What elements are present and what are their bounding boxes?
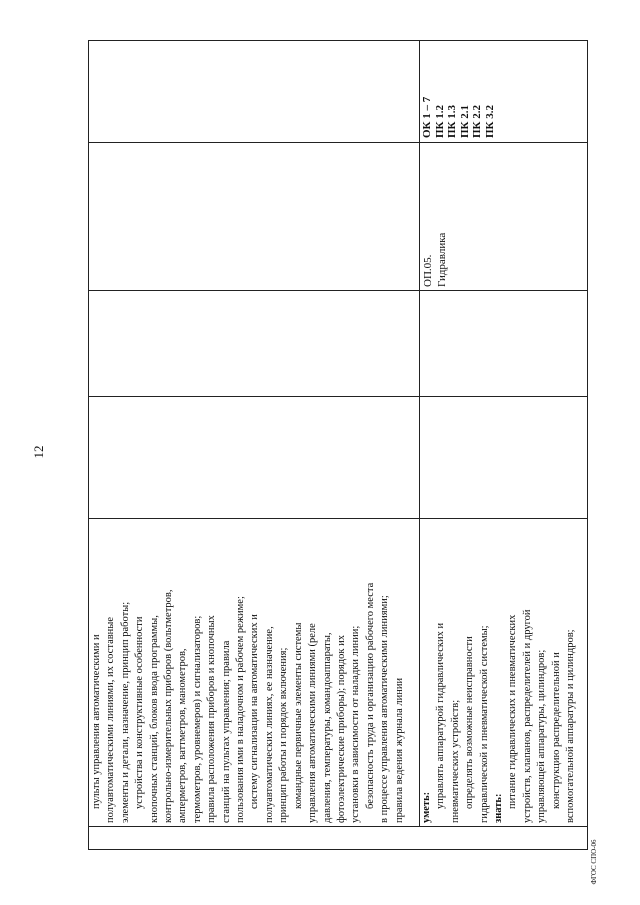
content-line: пользования ими в наладочном и рабочем режиме; [235, 596, 247, 823]
content-line: уметь: [421, 791, 432, 823]
content-line: станций на пультах управления; правила [220, 640, 232, 823]
competency-code: ПК 1.3 [446, 104, 458, 138]
row1-content [89, 519, 419, 827]
content-line: командные первичные элементы системы [292, 622, 304, 809]
content-line: элементы и детали, назначение, принцип работы; [119, 601, 131, 823]
content-line: вспомогательной аппаратуры и цилиндров; [565, 629, 577, 823]
content-line: давления, температуры, командоаппараты, [321, 632, 333, 823]
content-line: правила ведения журнала линии [393, 677, 405, 823]
competency-code: ПК 3.2 [483, 104, 496, 138]
content-line: в процессе управления автоматическими линиями; [379, 595, 391, 823]
discipline-cell [419, 143, 588, 291]
discipline-code: ОП.05. [422, 254, 434, 287]
content-line: кнопочных станций, блоков ввода программы, [148, 615, 160, 823]
content-line: принцип работы и порядок включения; [278, 647, 290, 823]
row2-content [419, 519, 588, 827]
content-line: систему сигнализации на автоматических и [249, 614, 261, 809]
content-line: фотоэлектрические приборы); порядок их [335, 635, 347, 823]
content-line: пневматических устройств; [449, 699, 461, 823]
content-line: питание гидравлических и пневматических [507, 614, 519, 809]
content-line: конструкцию распределительной и [550, 652, 562, 809]
competency-code: ПК 2.1 [458, 104, 471, 138]
discipline-name: Гидравлика [436, 232, 448, 287]
content-line: установки в зависимости от наладки линии; [350, 625, 362, 823]
content-line: термометров, уровнемеров) и сигнализаторов; [191, 615, 203, 823]
competency-code: ОК 1 – 7 [421, 96, 433, 138]
content-line: знать: [493, 793, 505, 823]
footer-code: ФГОС СПО-06 [590, 839, 598, 885]
content-line: полуавтоматических линиях, ее назначение, [263, 626, 275, 823]
content-line: гидравлической и пневматической системы; [478, 625, 490, 823]
content-line: амперметров, ваттметров, манометров, [177, 648, 189, 823]
content-line: устройств, клапанов, распределителей и другой [521, 609, 533, 823]
curriculum-table [88, 40, 588, 850]
competency-code: ПК 2.2 [471, 104, 483, 138]
content-line: устройства и конструктивные особенности [134, 616, 146, 809]
content-line: контрольно-измерительных приборов (вольтметров, [163, 589, 175, 823]
content-line: управляющей аппаратуры, цилиндров; [536, 649, 548, 823]
table-region [88, 40, 588, 850]
content-line: безопасность труда и организацию рабочего места [364, 582, 376, 809]
page-number: 12 [31, 445, 46, 459]
content-line: управления автоматическими линиями (реле [307, 623, 319, 823]
content-line: полуавтоматическими линиями, их составные [105, 616, 117, 823]
content-line: пульты управления автоматическими и [91, 634, 102, 809]
content-line: правила расположения приборов и кнопочных [206, 615, 218, 823]
competency-code: ПК 1.2 [433, 104, 446, 138]
content-line: управлять аппаратурой гидравлических и [435, 622, 447, 809]
competencies-cell [419, 40, 588, 143]
content-line: определять возможные неисправности [464, 636, 476, 809]
